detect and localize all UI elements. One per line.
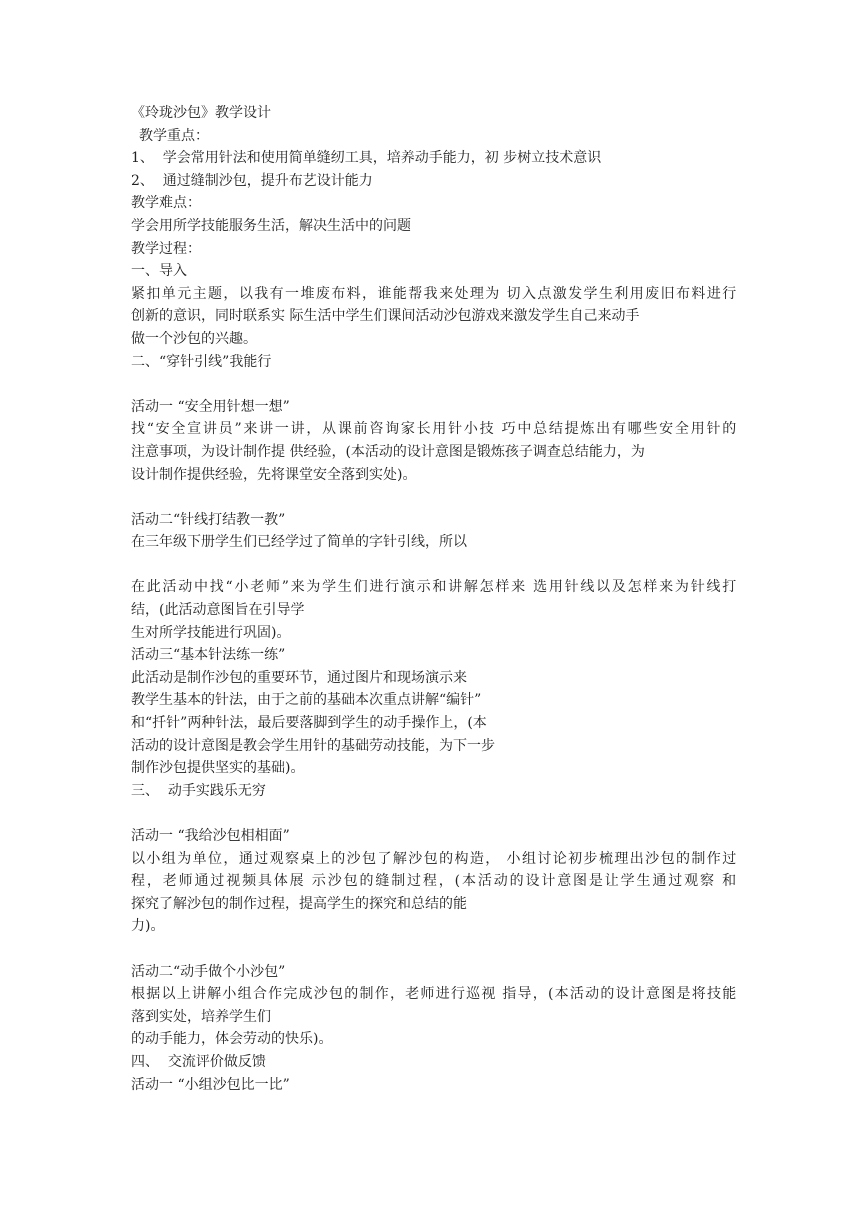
activity-3-heading: 活动三“基本针法练一练” — [131, 647, 286, 664]
activity-1-heading: 活动一 “安全用针想一想” — [131, 398, 290, 415]
section-1-heading: 一、导入 — [131, 263, 187, 280]
blank-line — [131, 938, 736, 961]
activity-2-paragraph-line: 在此活动中找“小老师”来为学生们进行演示和讲解怎样来 选用针线以及怎样来为针线打 — [131, 579, 736, 596]
difficulty-text: 学会用所学技能服务生活，解决生活中的问题 — [131, 217, 411, 234]
process-heading: 教学过程： — [131, 240, 201, 257]
activity-3-paragraph-line: 教学生基本的针法，由于之前的基础本次重点讲解“编针” — [131, 692, 482, 709]
section-3-activity-1-paragraph-line: 以小组为单位，通过观察桌上的沙包了解沙包的构造， 小组讨论初步梳理出沙包的制作过 — [131, 850, 736, 867]
section-4-heading: 四、 交流评价做反馈 — [131, 1053, 266, 1070]
section-3-activity-1-paragraph-line: 程，老师通过视频具体展 示沙包的缝制过程，(本活动的设计意图是让学生通过观察 和 — [131, 873, 736, 890]
difficulty-heading: 教学难点： — [131, 195, 201, 212]
section-3-activity-1-paragraph-line: 探究了解沙包的制作过程，提高学生的探究和总结的能 — [131, 895, 467, 912]
section-1-paragraph-line: 做一个沙包的兴趣。 — [131, 330, 257, 347]
activity-3-paragraph-line: 活动的设计意图是教会学生用针的基础劳动技能，为下一步 — [131, 737, 495, 754]
key-point-2: 2、 通过缝制沙包，提升布艺设计能力 — [131, 172, 373, 189]
section-3-heading: 三、 动手实践乐无穷 — [131, 782, 266, 799]
document-page — [131, 102, 736, 1096]
key-points-heading: 教学重点： — [139, 127, 209, 144]
section-1-paragraph-line: 创新的意识，同时联系实 际生活中学生们课间活动沙包游戏来激发学生自己来动手 — [131, 308, 640, 325]
section-3-activity-2-paragraph-line: 根据以上讲解小组合作完成沙包的制作，老师进行巡视 指导，(本活动的设计意图是将技能 — [131, 986, 736, 1003]
section-3-activity-1-heading: 活动一 “我给沙包相相面” — [131, 828, 290, 844]
section-4-activity-1-heading: 活动一 “小组沙包比一比” — [131, 1076, 290, 1093]
blank-line — [131, 554, 736, 577]
blank-line — [131, 486, 736, 509]
document-title: 《玲珑沙包》教学设计 — [131, 105, 271, 121]
activity-1-paragraph-line: 找“安全宣讲员”来讲一讲，从课前咨询家长用针小技 巧中总结提炼出有哪些安全用针的 — [131, 421, 736, 438]
blank-line — [131, 373, 736, 396]
blank-line — [131, 802, 736, 825]
activity-3-paragraph-line: 此活动是制作沙包的重要环节，通过图片和现场演示来 — [131, 669, 467, 686]
section-3-activity-2-paragraph-line: 的动手能力，体会劳动的快乐)。 — [131, 1031, 333, 1048]
section-3-activity-2-heading: 活动二“动手做个小沙包” — [131, 963, 286, 980]
section-3-activity-2-paragraph-line: 落到实处，培养学生们 — [131, 1008, 271, 1025]
activity-2-paragraph-line: 生对所学技能进行巩固)。 — [131, 624, 291, 641]
activity-1-paragraph-line: 设计制作提供经验，先将课堂安全落到实处)。 — [131, 466, 417, 483]
activity-3-paragraph-line: 制作沙包提供坚实的基础)。 — [131, 760, 305, 777]
activity-2-paragraph-line: 结，(此活动意图旨在引导学 — [131, 602, 305, 619]
activity-2-paragraph-line: 在三年级下册学生们已经学过了简单的字针引线，所以 — [131, 534, 467, 551]
activity-3-paragraph-line: 和“扦针”两种针法，最后要落脚到学生的动手操作上，(本 — [131, 715, 487, 732]
section-1-paragraph-line: 紧扣单元主题，以我有一堆废布料，谁能帮我来处理为 切入点激发学生利用废旧布料进行 — [131, 285, 736, 302]
activity-1-paragraph-line: 注意事项，为设计制作提 供经验，(本活动的设计意图是锻炼孩子调查总结能力，为 — [131, 443, 645, 460]
section-2-heading: 二、“穿针引线”我能行 — [131, 353, 272, 370]
activity-2-heading: 活动二“针线打结教一教” — [131, 511, 286, 528]
key-point-1: 1、 学会常用针法和使用简单缝纫工具，培养动手能力，初 步树立技术意识 — [131, 150, 602, 167]
section-3-activity-1-paragraph-line: 力)。 — [131, 918, 165, 935]
